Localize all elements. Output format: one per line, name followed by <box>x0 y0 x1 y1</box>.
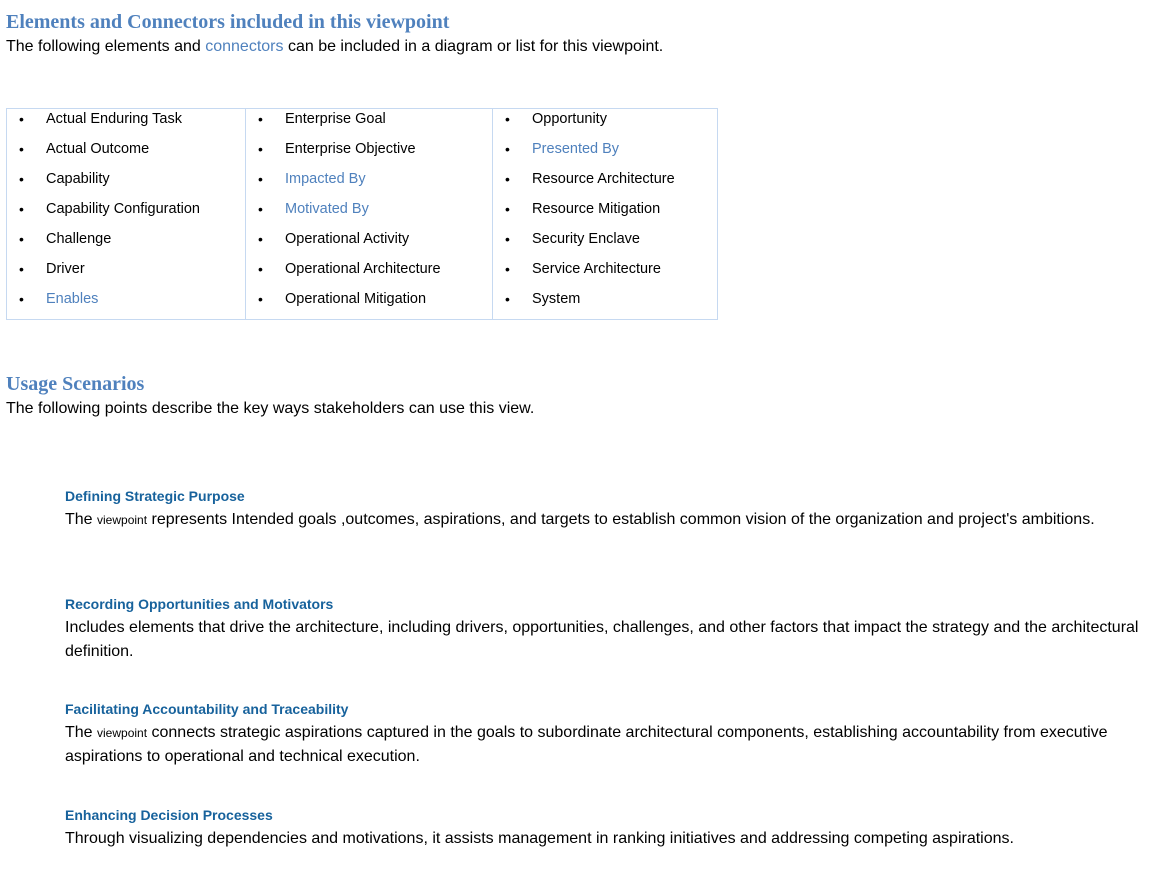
element-item[interactable]: • Enterprise Goal <box>246 109 484 139</box>
usage-heading: Usage Scenarios <box>6 373 145 395</box>
connector-item[interactable]: • Impacted By <box>246 169 484 199</box>
desc-text: The <box>65 724 98 741</box>
scenario-description <box>65 616 1170 664</box>
elements-intro <box>6 38 663 56</box>
desc-text: Includes elements that drive the architecture, including drivers, opportunities, challenges, and other factors that impact the strategy and the architectural definition. <box>65 619 1139 660</box>
connector-item[interactable]: • Presented By <box>493 139 709 169</box>
desc-text: represents Intended goals ,outcomes, aspirations, and targets to establish common vision of the organization and project's ambitions. <box>147 511 1095 528</box>
element-item[interactable]: • Security Enclave <box>493 229 709 259</box>
desc-small-text: viewpoint <box>97 726 148 740</box>
scenario-block <box>65 596 1170 664</box>
desc-text: connects strategic aspirations captured in the goals to subordinate architectural components, establishing accountability from executive aspirations to operational and technical execution. <box>65 724 1108 765</box>
element-item[interactable]: • Challenge <box>7 229 237 259</box>
element-item[interactable]: • Operational Architecture <box>246 259 484 289</box>
desc-small-text: viewpoint <box>97 513 148 527</box>
element-item[interactable]: • Opportunity <box>493 109 709 139</box>
element-item[interactable]: • Service Architecture <box>493 259 709 289</box>
element-item[interactable]: • Capability Configuration <box>7 199 237 229</box>
intro-text-after: can be included in a diagram or list for this viewpoint. <box>283 38 664 55</box>
intro-text-before: The following elements and <box>6 38 206 55</box>
elements-column-1 <box>7 109 246 320</box>
scenario-block <box>65 701 1170 769</box>
element-item[interactable]: • Resource Mitigation <box>493 199 709 229</box>
elements-heading: Elements and Connectors included in this viewpoint <box>6 11 450 33</box>
element-item[interactable]: • Capability <box>7 169 237 199</box>
connector-item[interactable]: • Enables <box>7 289 237 319</box>
elements-list-2 <box>246 109 484 319</box>
scenario-title: Enhancing Decision Processes <box>65 807 273 823</box>
elements-list-3 <box>493 109 709 319</box>
elements-list-1 <box>7 109 237 319</box>
element-item[interactable]: • System <box>493 289 709 319</box>
element-item[interactable]: • Actual Enduring Task <box>7 109 237 139</box>
usage-intro: The following points describe the key ways stakeholders can use this view. <box>6 400 535 417</box>
scenario-block <box>65 807 1170 851</box>
scenario-description <box>65 827 1170 851</box>
scenario-description <box>65 508 1170 532</box>
connectors-link[interactable]: connectors <box>205 38 284 55</box>
elements-column-3 <box>493 109 718 320</box>
element-item[interactable]: • Resource Architecture <box>493 169 709 199</box>
elements-column-2 <box>246 109 493 320</box>
element-item[interactable]: • Operational Activity <box>246 229 484 259</box>
scenario-block <box>65 488 1170 532</box>
element-item[interactable]: • Operational Mitigation <box>246 289 484 319</box>
elements-table <box>6 108 718 320</box>
element-item[interactable]: • Driver <box>7 259 237 289</box>
desc-text: Through visualizing dependencies and motivations, it assists management in ranking initiatives and addressing competing aspirations. <box>65 830 1014 847</box>
connector-item[interactable]: • Motivated By <box>246 199 484 229</box>
scenario-title: Recording Opportunities and Motivators <box>65 596 334 612</box>
desc-text: The <box>65 511 98 528</box>
element-item[interactable]: • Enterprise Objective <box>246 139 484 169</box>
scenario-title: Defining Strategic Purpose <box>65 488 245 504</box>
scenario-title: Facilitating Accountability and Traceability <box>65 701 349 717</box>
scenario-description <box>65 721 1170 769</box>
element-item[interactable]: • Actual Outcome <box>7 139 237 169</box>
